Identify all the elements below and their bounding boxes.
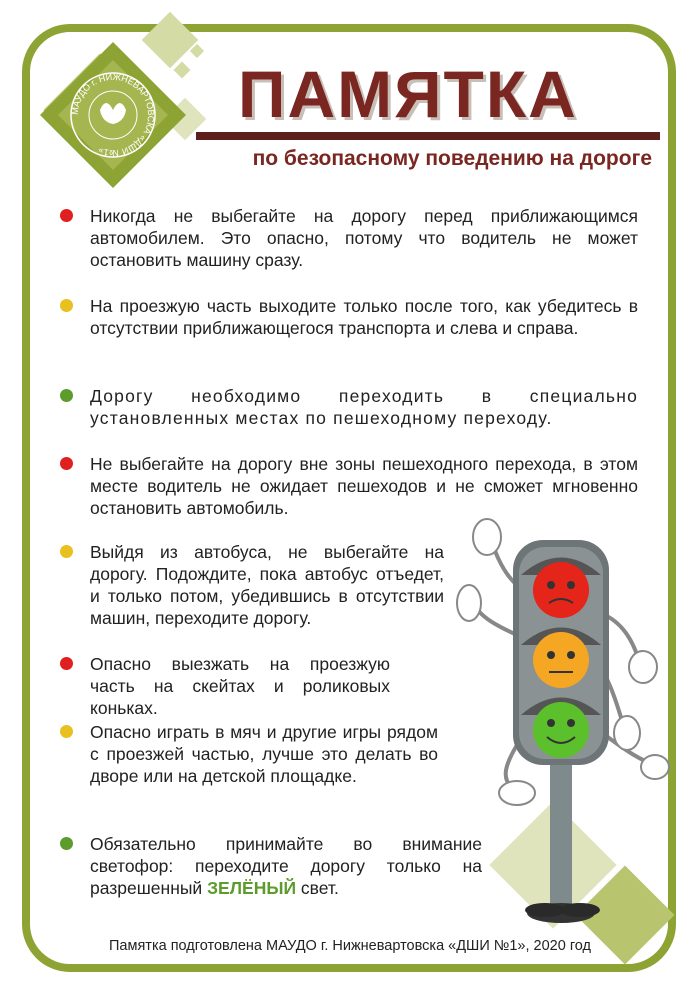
list-item: Дорогу необходимо переходить в специально установленных местах по пешеходному переходу. [90, 386, 638, 428]
page-subtitle: по безопасному поведению на дороге [252, 147, 652, 170]
bullet-green-icon [60, 837, 73, 850]
list-item-text-end: свет. [296, 878, 339, 898]
bullet-yellow-icon [60, 725, 73, 738]
bullet-green-icon [60, 389, 73, 402]
green-highlight-word: ЗЕЛЁНЫЙ [207, 878, 297, 898]
school-logo [38, 40, 188, 190]
page-title: ПАМЯТКА [238, 57, 578, 131]
list-item: На проезжую часть выходите только после того, как убедитесь в отсутствии приближающегося транспорта и слева и справа. [90, 296, 638, 338]
bullet-yellow-icon [60, 545, 73, 558]
title-underline-bar [196, 132, 660, 140]
list-item: Опасно выезжать на проезжую часть на скейтах и роликовых коньках. [90, 654, 390, 718]
footer-note: Памятка подготовлена МАУДО г. Нижневартовска «ДШИ №1», 2020 год [109, 938, 591, 954]
list-item: Не выбегайте на дорогу вне зоны пешеходного перехода, в этом месте водитель не ожидает пешеходов и не сможет мгновенно остановить автомобиль. [90, 454, 638, 518]
bullet-red-icon [60, 457, 73, 470]
list-item: Выйдя из автобуса, не выбегайте на дорогу. Подождите, пока автобус отъедет, и только потом, убедившись в отсутствии машин, переходите дорогу. [90, 542, 444, 628]
bullet-red-icon [60, 209, 73, 222]
svg-text:МАУДО г. НИЖНЕВАРТОВСКА «ДШИ №: МАУДО г. НИЖНЕВАРТОВСКА «ДШИ №1» [69, 71, 157, 159]
list-item: Никогда не выбегайте на дорогу перед приближающимся автомобилем. Это опасно, потому что водитель не может остановить машину сразу. [90, 206, 638, 270]
list-item: Опасно играть в мяч и другие игры рядом с проезжей частью, лучше это делать во дворе или на детской площадке. [90, 722, 438, 786]
list-item-text: Обязательно принимайте во внимание светофор: переходите дорогу только на разрешенный [90, 834, 482, 898]
list-item [90, 833, 482, 899]
bullet-yellow-icon [60, 299, 73, 312]
traffic-light-character [455, 515, 670, 925]
bullet-red-icon [60, 657, 73, 670]
